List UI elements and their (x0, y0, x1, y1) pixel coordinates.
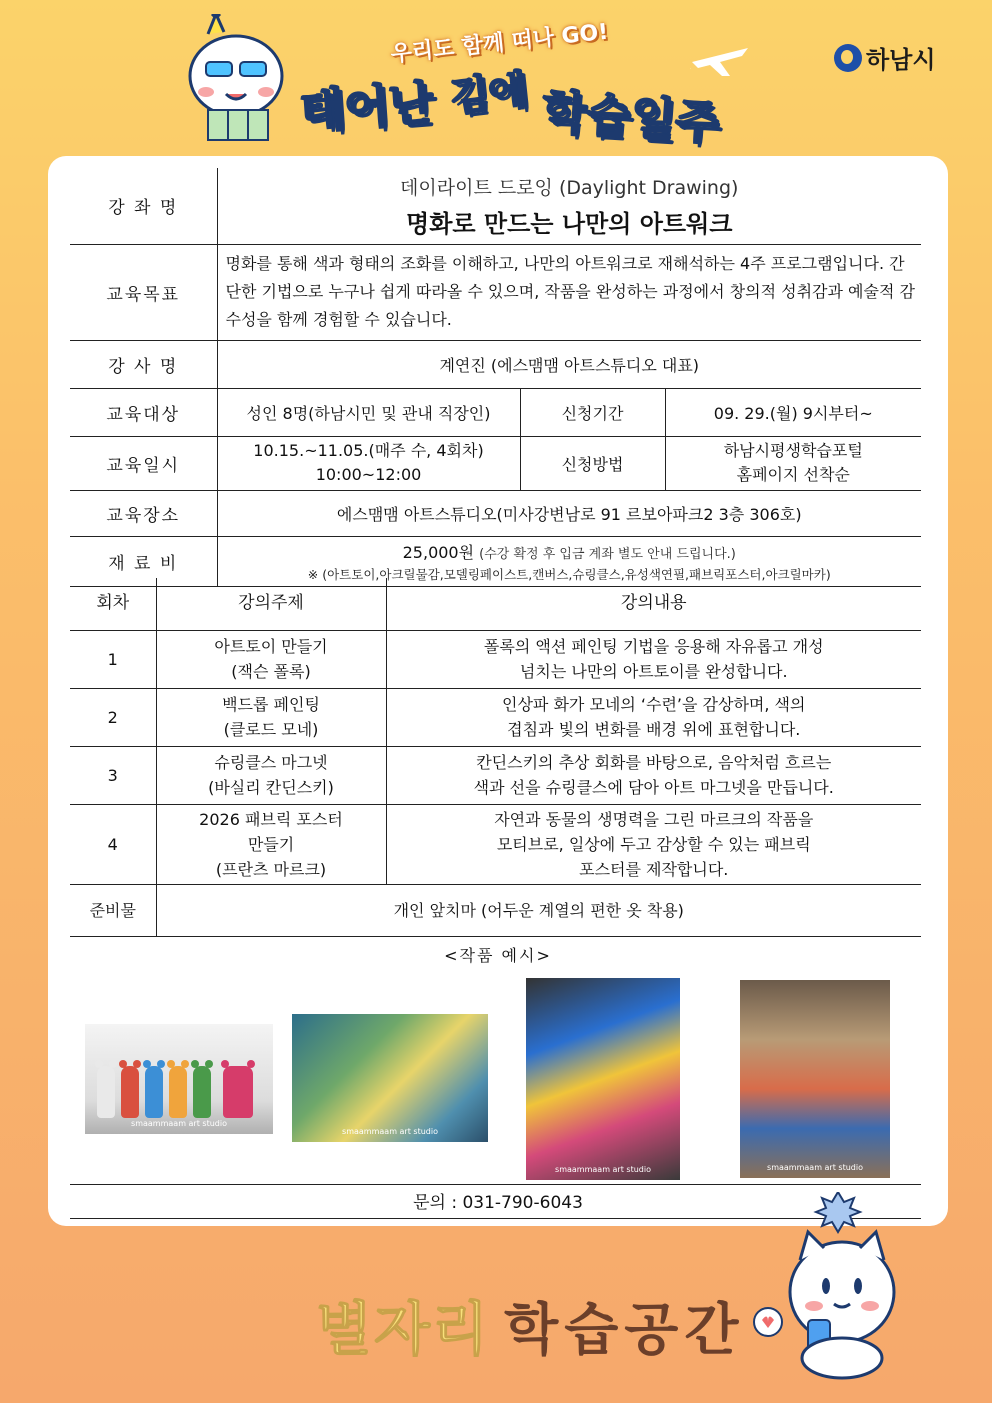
session-topic: 2026 패브릭 포스터 (199, 809, 343, 829)
campaign-title (298, 67, 722, 151)
session-artist: (프란츠 마르크) (215, 859, 327, 879)
header-session: 회차 (70, 578, 156, 630)
bear-toy (145, 1066, 163, 1118)
city-logo (834, 40, 936, 75)
slogan: 우리도 함께 떠나 GO! (389, 19, 610, 68)
photo-caption: smaammaam art studio (767, 1163, 863, 1172)
row-schedule (70, 436, 921, 490)
row-instructor (70, 340, 921, 388)
session-content: 인상파 화가 모네의 ‘수련’을 감상하며, 색의 (502, 695, 806, 714)
label-goal: 교육목표 (70, 244, 217, 340)
schedule-dates: 10.15.~11.05.(매주 수, 4회차) (253, 441, 484, 460)
fee-amount: 25,000원 (402, 542, 475, 562)
bear-toy (169, 1066, 187, 1118)
apply-method-portal: 하남시평생학습포털 (723, 441, 863, 460)
city-name: 하남시 (866, 46, 936, 74)
course-goal: 명화를 통해 색과 형태의 조화를 이해하고, 나만의 아트워크로 재해석하는 4주 프로그램입니다. 간단한 기법으로 누구나 쉽게 따라올 수 있으며, 작품을 완성하는 과정에서 창의적 성취감과 예술적 감수성을 함께 경험할 수 있습니다. (217, 244, 921, 340)
place: 에스맴맴 아트스튜디오(미사강변남로 91 르보아파크2 3층 306호) (217, 490, 921, 536)
session-topic: 백드롭 페인팅 (222, 695, 320, 714)
row-place (70, 490, 921, 536)
session-topic: 만들기 (247, 834, 295, 854)
fee-note: (수강 확정 후 입금 계좌 별도 안내 드립니다.) (479, 546, 736, 562)
label-target: 교육대상 (70, 388, 217, 436)
session-row (70, 630, 921, 688)
row-target (70, 388, 921, 436)
prep: 개인 앞치마 (어두운 계열의 편한 옷 착용) (156, 884, 921, 936)
session-row (70, 804, 921, 884)
title-part-1: 태어난 (298, 75, 436, 139)
session-content: 포스터를 제작합니다. (579, 859, 729, 879)
course-title: 명화로 만드는 나만의 아트워크 (406, 209, 733, 238)
footer-title-learning-space: 학습공간 (504, 1298, 745, 1363)
session-content: 칸딘스키의 추상 회화를 바탕으로, 음악처럼 흐르는 (476, 753, 832, 772)
target: 성인 8명(하남시민 및 관내 직장인) (217, 388, 520, 436)
session-content: 넘치는 나만의 아트토이를 완성합니다. (519, 662, 788, 681)
session-content: 폴록의 액션 페인팅 기법을 응용해 자유롭고 개성 (483, 637, 824, 656)
sessions-header-row (70, 578, 921, 630)
header-topic: 강의주제 (156, 578, 386, 630)
bear-toy (121, 1066, 139, 1118)
session-topic: 아트토이 만들기 (214, 637, 328, 656)
session-content: 모티브로, 일상에 두고 감상할 수 있는 패브릭 (496, 834, 811, 854)
sessions-table (70, 578, 921, 937)
footer-title-constellation: 별자리 (316, 1295, 491, 1363)
contact-info: 문의 : 031-790-6043 (413, 1193, 583, 1213)
session-row (70, 746, 921, 804)
footer-title (316, 1282, 744, 1366)
session-artist: (바실리 칸딘스키) (208, 778, 334, 797)
materials-list: ※ (아트토이,아크릴물감,모델링페이스트,캔버스,슈링클스,유성색연필,패브릭포스터,아크릴마카) (307, 566, 831, 582)
label-course-name: 강 좌 명 (70, 168, 217, 244)
header (0, 0, 992, 160)
session-number: 3 (70, 746, 156, 804)
photo-caption: smaammaam art studio (131, 1119, 227, 1128)
cat-mascot-map-icon (186, 14, 286, 144)
session-artist: (잭슨 폴록) (231, 662, 311, 681)
apply-period: 09. 29.(월) 9시부터~ (665, 388, 921, 436)
examples-title: <작품 예시> (444, 946, 552, 965)
session-content: 자연과 동물의 생명력을 그린 마르크의 작품을 (494, 809, 814, 829)
instructor: 계연진 (에스맴맴 아트스튜디오 대표) (217, 340, 921, 388)
session-content: 겹침과 빛의 변화를 배경 위에 표현합니다. (507, 720, 801, 739)
session-number: 2 (70, 688, 156, 746)
city-emblem-icon (834, 44, 862, 72)
session-number: 1 (70, 630, 156, 688)
example-photo-backdrop-painting (292, 1014, 488, 1142)
example-photo-workshop (740, 980, 890, 1178)
header-content: 강의내용 (386, 578, 921, 630)
course-card (48, 156, 948, 1226)
apply-method-rule: 홈페이지 선착순 (736, 465, 850, 484)
example-photo-art-toys (85, 1024, 273, 1134)
cat-mascot-phone-icon (752, 1192, 902, 1382)
row-goal (70, 244, 921, 340)
course-subtitle: 데이라이트 드로잉 (Daylight Drawing) (400, 176, 739, 199)
prep-row (70, 884, 921, 936)
label-schedule: 교육일시 (70, 436, 217, 490)
label-fee: 재 료 비 (70, 536, 217, 586)
photo-caption: smaammaam art studio (555, 1165, 651, 1174)
schedule-time: 10:00~12:00 (315, 465, 422, 484)
divider (70, 1184, 921, 1185)
title-part-3: 학습일주 (540, 83, 722, 151)
session-topic: 슈링클스 마그넷 (214, 753, 328, 772)
label-prep: 준비물 (70, 884, 156, 936)
session-artist: (클로드 모네) (223, 720, 319, 739)
label-apply-method: 신청방법 (520, 436, 665, 490)
session-row (70, 688, 921, 746)
label-place: 교육장소 (70, 490, 217, 536)
photo-caption: smaammaam art studio (342, 1127, 438, 1136)
example-photo-shrink-magnets (526, 978, 680, 1180)
session-content: 색과 선을 슈링클스에 담아 아트 마그넷을 만듭니다. (473, 778, 834, 797)
bear-toy (97, 1066, 115, 1118)
bear-toy (223, 1066, 253, 1118)
title-part-2: 김에 (447, 67, 530, 121)
label-instructor: 강 사 명 (70, 340, 217, 388)
bear-toy (193, 1066, 211, 1118)
row-course-name (70, 168, 921, 244)
label-apply-period: 신청기간 (520, 388, 665, 436)
course-info-table (70, 168, 921, 587)
session-number: 4 (70, 804, 156, 884)
